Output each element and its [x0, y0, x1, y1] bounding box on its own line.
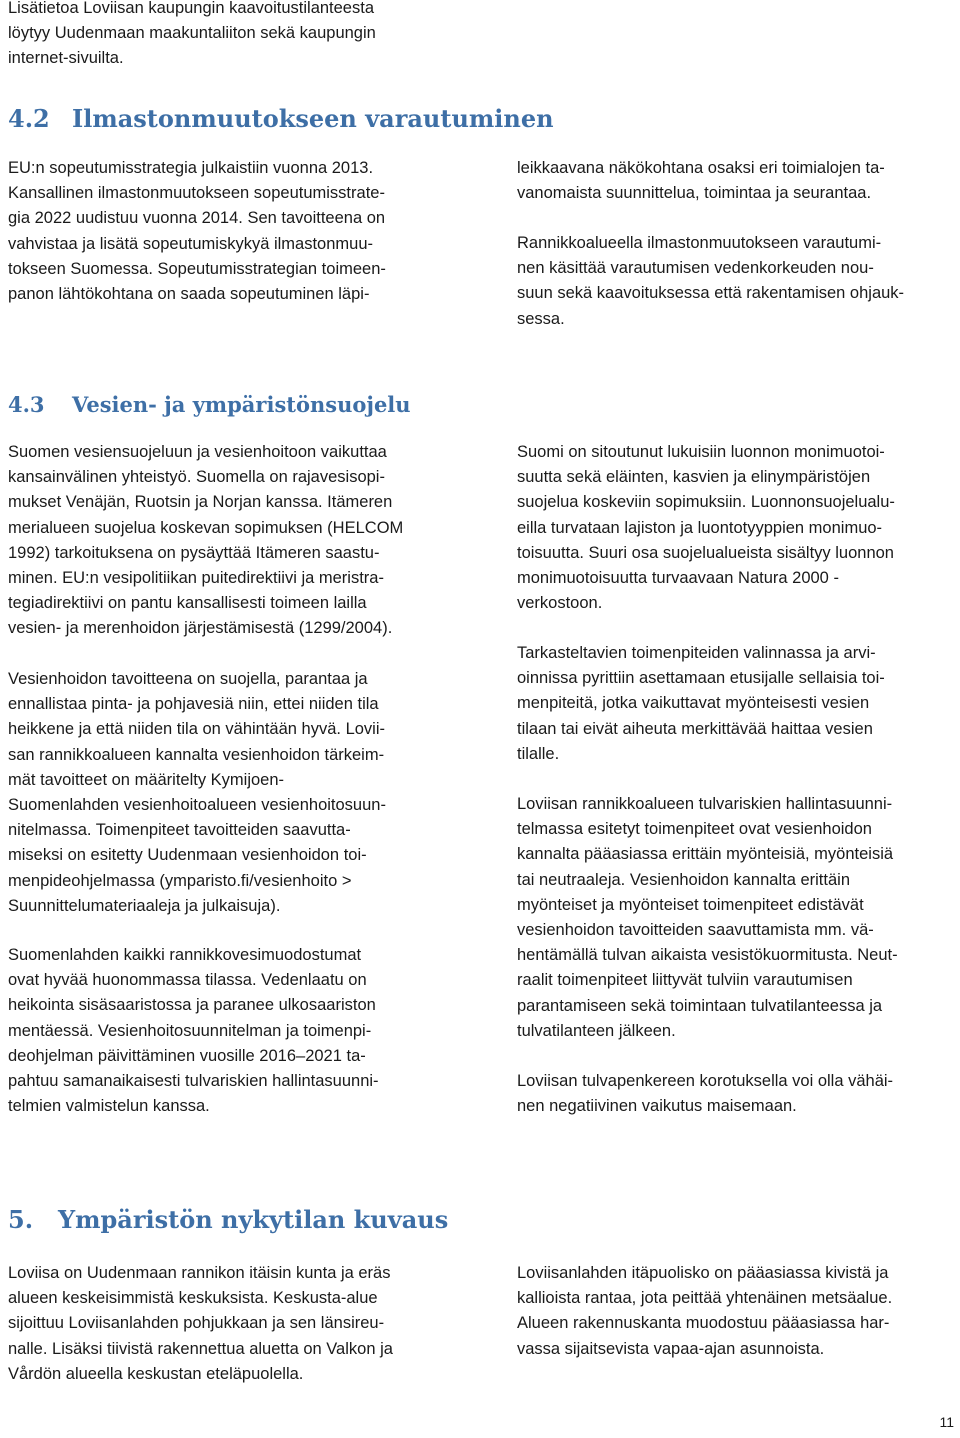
- text-line: oinnissa pyrittiin asettamaan etusijalle sellaisia toi-: [517, 669, 885, 688]
- text-line: internet-sivuilta.: [8, 49, 124, 68]
- text-line: vesienhoidon tavoitteiden saavuttamista mm. vä-: [517, 921, 874, 940]
- section-title: Vesien- ja ympäristönsuojelu: [72, 392, 411, 417]
- page-number: 11: [939, 1414, 954, 1430]
- text-line: monimuotoisuutta turvaavaan Natura 2000 -: [517, 569, 839, 588]
- intro-paragraph: [8, 0, 376, 72]
- text-line: suojelua koskeviin sopimuksiin. Luonnonsuojelualu-: [517, 493, 895, 512]
- text-line: merialueen suojelua koskevan sopimuksen (HELCOM: [8, 518, 404, 537]
- text-line: tegiadirektiivi on pantu kansallisesti toimeen lailla: [8, 594, 367, 613]
- section-heading-4-3: [8, 392, 411, 417]
- text-line: tulvatilanteen jälkeen.: [517, 1021, 676, 1040]
- text-line: san rannikkoalueen kannalta vesienhoidon tärkeim-: [8, 745, 385, 764]
- text-line: kallioista rantaa, jota peittää yhtenäinen metsäalue.: [517, 1289, 893, 1308]
- text-line: nitelmassa. Toimenpiteet tavoitteiden saavutta-: [8, 821, 351, 840]
- text-line: hentämällä tulvan aikaista vesistökuormitusta. Neut-: [517, 946, 898, 965]
- section-number: 4.3: [8, 392, 45, 417]
- text-line: menpideohjelmassa (ymparisto.fi/vesienhoito >: [8, 871, 352, 890]
- text-line: mukset Venäjän, Ruotsin ja Norjan kanssa. Itämeren: [8, 493, 393, 512]
- text-line: raalit toimenpiteet liittyvät tulviin varautumisen: [517, 971, 853, 990]
- text-line: EU:n sopeutumisstrategia julkaistiin vuonna 2013.: [8, 159, 374, 177]
- text-line: toisuutta. Suuri osa suojelualueista sisältyy luonnon: [517, 543, 894, 562]
- water-right-paragraph-4: [517, 1069, 893, 1119]
- text-line: heikointa sisäsaaristossa ja paranee ulkosaariston: [8, 996, 376, 1015]
- text-line: suun sekä kaavoituksessa että rakentamisen ohjauk-: [517, 284, 905, 303]
- text-line: Loviisan rannikkoalueen tulvariskien hallintasuunni-: [517, 795, 893, 813]
- text-line: miseksi on esitetty Uudenmaan vesienhoidon toi-: [8, 846, 367, 865]
- text-line: Suomen vesiensuojeluun ja vesienhoitoon vaikuttaa: [8, 443, 387, 461]
- text-line: tai neutraaleja. Vesienhoidon kannalta erittäin: [517, 870, 850, 889]
- text-line: Lisätietoa Loviisan kaupungin kaavoitustilanteesta: [8, 0, 374, 17]
- text-line: Loviisan tulvapenkereen korotuksella voi olla vähäi-: [517, 1072, 894, 1090]
- section-heading-4-2: [8, 104, 554, 133]
- text-line: tokseen Suomessa. Sopeutumisstrategian toimeen-: [8, 259, 386, 278]
- text-line: pahtuu samanaikaisesti tulvariskien hallintasuunni-: [8, 1072, 379, 1091]
- text-line: tilalle.: [517, 744, 560, 763]
- text-line: Vesienhoidon tavoitteena on suojella, parantaa ja: [8, 670, 368, 688]
- water-right-paragraph-3: [517, 792, 898, 1044]
- water-left-paragraph-2: [8, 667, 386, 919]
- text-line: Loviisanlahden itäpuolisko on pääasiassa kivistä ja: [517, 1264, 889, 1282]
- text-line: löytyy Uudenmaan maakuntaliiton sekä kaupungin: [8, 24, 376, 43]
- text-line: vanomaista suunnittelua, toimintaa ja seurantaa.: [517, 184, 872, 203]
- text-line: vesien- ja merenhoidon järjestämisestä (1299/2004).: [8, 619, 393, 638]
- text-line: alueen keskeisimmistä keskuksista. Keskusta-alue: [8, 1289, 378, 1308]
- text-line: gia 2022 uudistuu vuonna 2014. Sen tavoitteena on: [8, 209, 386, 228]
- environment-left-paragraph: [8, 1261, 393, 1387]
- text-line: mentäessä. Vesienhoitosuunnitelman ja toimenpi-: [8, 1021, 372, 1040]
- text-line: Vårdön alueella keskustan eteläpuolella.: [8, 1364, 304, 1383]
- text-line: parantamiseen sekä toimintaan tulvatilanteessa ja: [517, 996, 883, 1015]
- section-title: Ilmastonmuutokseen varautuminen: [72, 104, 554, 133]
- text-line: kannalta pääasiassa erittäin myönteisiä, myönteisiä: [517, 845, 894, 864]
- section-number: 5.: [8, 1205, 34, 1234]
- text-line: leikkaavana näkökohtana osaksi eri toimialojen ta-: [517, 159, 885, 177]
- climate-left-paragraph: [8, 156, 386, 307]
- text-line: Tarkasteltavien toimenpiteiden valinnassa ja arvi-: [517, 644, 876, 662]
- text-line: tilaan tai eivät aiheuta merkittävää haittaa vesien: [517, 719, 873, 738]
- text-line: heikkene ja että niiden tila on vähintään hyvä. Lovii-: [8, 720, 385, 739]
- text-line: mät tavoitteet on määritelty Kymijoen-: [8, 770, 285, 789]
- text-line: Suomenlahden kaikki rannikkovesimuodostumat: [8, 946, 362, 964]
- section-title: Ympäristön nykytilan kuvaus: [58, 1205, 449, 1234]
- text-line: suutta sekä eläinten, kasvien ja elinympäristöjen: [517, 468, 871, 487]
- text-line: sessa.: [517, 309, 565, 328]
- text-line: telmassa esitetyt toimenpiteet ovat vesienhoidon: [517, 820, 872, 839]
- text-line: kansainvälinen yhteistyö. Suomella on rajavesisopi-: [8, 468, 385, 487]
- section-heading-5: [8, 1205, 448, 1234]
- text-line: nen negatiivinen vaikutus maisemaan.: [517, 1097, 797, 1116]
- text-line: Kansallinen ilmastonmuutokseen sopeutumisstrate-: [8, 184, 385, 203]
- climate-right-paragraph-2: [517, 231, 904, 332]
- text-line: Suomenlahden vesienhoitoalueen vesienhoitosuun-: [8, 796, 386, 815]
- water-right-paragraph-2: [517, 641, 885, 767]
- text-line: nalle. Lisäksi tiivistä rakennettua aluetta on Valkon ja: [8, 1339, 393, 1358]
- text-line: Alueen rakennuskanta muodostuu pääasiassa har-: [517, 1314, 890, 1333]
- text-line: Loviisa on Uudenmaan rannikon itäisin kunta ja eräs: [8, 1264, 391, 1282]
- text-line: deohjelman päivittäminen vuosille 2016–2021 ta-: [8, 1046, 366, 1065]
- section-number: 4.2: [8, 104, 50, 133]
- water-left-paragraph-1: [8, 440, 403, 642]
- text-line: panon lähtökohtana on saada sopeutuminen läpi-: [8, 285, 370, 304]
- text-line: sijoittuu Loviisanlahden pohjukkaan ja sen länsireu-: [8, 1314, 385, 1333]
- text-line: vassa sijaitsevista vapaa-ajan asunnoista.: [517, 1339, 825, 1358]
- text-line: ennallistaa pinta- ja pohjavesiä niin, ettei niiden tila: [8, 695, 379, 714]
- text-line: telmien valmistelun kanssa.: [8, 1097, 210, 1116]
- text-line: menpiteitä, jotka vaikuttavat myönteisesti vesien: [517, 694, 870, 713]
- text-line: ovat hyvää huonommassa tilassa. Vedenlaatu on: [8, 971, 367, 990]
- text-line: Suunnittelumateriaaleja ja julkaisuja).: [8, 896, 281, 915]
- text-line: minen. EU:n vesipolitiikan puitedirektiivi ja meristra-: [8, 569, 384, 588]
- water-left-paragraph-3: [8, 943, 379, 1119]
- text-line: vahvistaa ja lisätä sopeutumiskykyä ilmastonmuu-: [8, 234, 373, 253]
- text-line: 1992) tarkoituksena on pysäyttää Itämeren saastu-: [8, 543, 380, 562]
- text-line: verkostoon.: [517, 594, 603, 613]
- environment-right-paragraph: [517, 1261, 892, 1362]
- text-line: eilla turvataan lajiston ja luontotyyppien monimuo-: [517, 518, 883, 537]
- text-line: Rannikkoalueella ilmastonmuutokseen varautumi-: [517, 234, 882, 252]
- text-line: Suomi on sitoutunut lukuisiin luonnon monimuotoi-: [517, 443, 885, 461]
- climate-right-paragraph-1: [517, 156, 885, 206]
- water-right-paragraph-1: [517, 440, 895, 616]
- text-line: myönteiset ja myönteiset toimenpiteet edistävät: [517, 895, 864, 914]
- text-line: nen käsittää varautumisen vedenkorkeuden nou-: [517, 259, 874, 278]
